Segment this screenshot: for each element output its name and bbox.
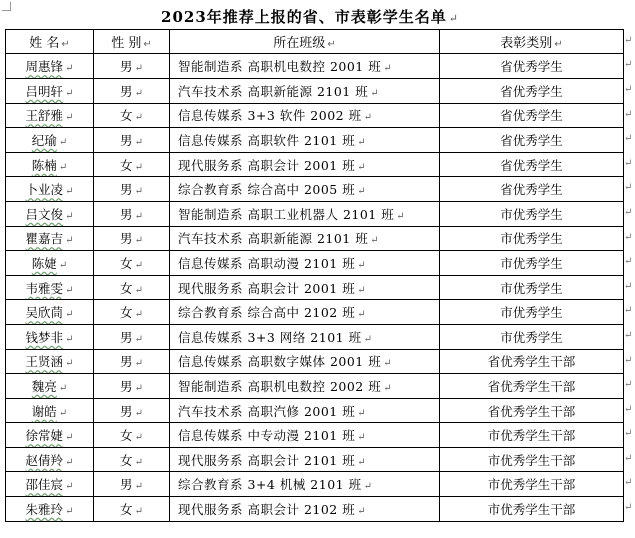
student-name-cell: 陈婕 ↵ [6,251,94,276]
award-category-cell: 省优秀学生 [440,152,624,177]
table-row [6,472,624,497]
award-category-cell: 省优秀学生 [440,128,624,153]
table-row [6,128,624,153]
table-row [6,78,624,103]
student-class-cell: 信息传媒系 中专动漫 2101 班 ↵ [170,423,440,448]
award-category-cell: 市优秀学生 [440,300,624,325]
student-class-cell: 智能制造系 高职工业机器人 2101 班 ↵ [170,201,440,226]
award-category-cell: 市优秀学生干部 [440,447,624,472]
row-end-mark: ↵ [624,330,633,341]
award-category-cell: 省优秀学生 [440,78,624,103]
student-gender-cell: 男 ↵ [94,324,170,349]
row-end-mark: ↵ [624,35,633,46]
award-category-cell: 省优秀学生干部 [440,349,624,374]
row-end-mark: ↵ [624,256,633,267]
table-row [6,374,624,399]
student-name-cell: 瞿嘉吉 ↵ [6,226,94,251]
table-row [6,251,624,276]
table-row [6,103,624,128]
student-class-cell: 汽车技术系 高职汽修 2001 班 ↵ [170,398,440,423]
student-gender-cell: 男 ↵ [94,374,170,399]
student-class-cell: 智能制造系 高职机电数控 2001 班 ↵ [170,54,440,79]
student-class-cell: 智能制造系 高职机电数控 2002 班 ↵ [170,374,440,399]
student-class-cell: 现代服务系 高职会计 2001 班 ↵ [170,152,440,177]
award-category-cell: 市优秀学生 [440,275,624,300]
student-gender-cell: 男 ↵ [94,349,170,374]
student-name-cell: 周惠锋 ↵ [6,54,94,79]
title-text: 2023年推荐上报的省、市表彰学生名单 [161,8,447,26]
student-gender-cell: 女 ↵ [94,497,170,522]
table-row [6,447,624,472]
student-name-cell: 吕明轩 ↵ [6,78,94,103]
table-row [6,349,624,374]
table-row [6,54,624,79]
table-row [6,275,624,300]
row-end-mark: ↵ [624,477,633,488]
award-category-cell: 省优秀学生干部 [440,374,624,399]
header-name: 姓 名 ↵ [6,30,94,54]
row-end-mark: ↵ [624,109,633,120]
award-category-cell: 市优秀学生 [440,201,624,226]
row-end-mark: ↵ [624,232,633,243]
award-category-cell: 市优秀学生干部 [440,423,624,448]
student-name-cell: 邵佳宸 ↵ [6,472,94,497]
row-end-mark: ↵ [624,502,633,513]
student-class-cell: 信息传媒系 高职软件 2101 班 ↵ [170,128,440,153]
student-name-cell: 徐常婕 ↵ [6,423,94,448]
award-category-cell: 市优秀学生 [440,226,624,251]
student-gender-cell: 女 ↵ [94,423,170,448]
table-row [6,152,624,177]
student-class-cell: 信息传媒系 3+3 软件 2002 班 ↵ [170,103,440,128]
student-gender-cell: 男 ↵ [94,54,170,79]
student-gender-cell: 女 ↵ [94,152,170,177]
table-row [6,324,624,349]
table-row [6,398,624,423]
student-gender-cell: 男 ↵ [94,78,170,103]
student-name-cell: 吴欣茼 ↵ [6,300,94,325]
award-category-cell: 市优秀学生干部 [440,472,624,497]
award-category-cell: 市优秀学生 [440,324,624,349]
student-gender-cell: 男 ↵ [94,201,170,226]
student-gender-cell: 男 ↵ [94,398,170,423]
row-end-mark: ↵ [624,355,633,366]
header-gender: 性 别 ↵ [94,30,170,54]
award-category-cell: 省优秀学生 [440,177,624,202]
award-category-cell: 省优秀学生 [440,103,624,128]
student-class-cell: 信息传媒系 高职数字媒体 2001 班 ↵ [170,349,440,374]
row-end-mark: ↵ [624,158,633,169]
paragraph-mark: ↵ [448,12,459,25]
table-row [6,201,624,226]
student-name-cell: 纪瑜 ↵ [6,128,94,153]
row-end-mark: ↵ [624,133,633,144]
student-name-cell: 谢皓 ↵ [6,398,94,423]
student-name-cell: 朱雅玲 ↵ [6,497,94,522]
student-name-cell: 吕文俊 ↵ [6,201,94,226]
student-gender-cell: 男 ↵ [94,472,170,497]
table-row [6,423,624,448]
student-name-cell: 钱梦非 ↵ [6,324,94,349]
row-end-mark: ↵ [624,305,633,316]
student-name-cell: 王贤涵 ↵ [6,349,94,374]
row-end-mark: ↵ [624,379,633,390]
award-category-cell: 省优秀学生干部 [440,398,624,423]
table-header-row [6,30,624,54]
award-category-cell: 省优秀学生 [440,54,624,79]
student-class-cell: 汽车技术系 高职新能源 2101 班 ↵ [170,78,440,103]
table-row [6,300,624,325]
award-category-cell: 市优秀学生 [440,251,624,276]
student-name-cell: 王舒雅 ↵ [6,103,94,128]
student-class-cell: 综合教育系 综合高中 2102 班 ↵ [170,300,440,325]
row-end-mark: ↵ [624,182,633,193]
student-gender-cell: 女 ↵ [94,275,170,300]
student-gender-cell: 男 ↵ [94,128,170,153]
document-title [0,6,620,27]
table-row [6,177,624,202]
student-list-table [5,29,624,522]
student-gender-cell: 女 ↵ [94,103,170,128]
table-row [6,497,624,522]
row-end-mark: ↵ [624,59,633,70]
student-name-cell: 卜业凌 ↵ [6,177,94,202]
student-name-cell: 赵倩羚 ↵ [6,447,94,472]
header-class: 所在班级 ↵ [170,30,440,54]
student-class-cell: 现代服务系 高职会计 2102 班 ↵ [170,497,440,522]
student-class-cell: 现代服务系 高职会计 2001 班 ↵ [170,275,440,300]
row-end-mark: ↵ [624,207,633,218]
row-end-mark: ↵ [624,281,633,292]
student-class-cell: 信息传媒系 3+3 网络 2101 班 ↵ [170,324,440,349]
student-name-cell: 陈楠 ↵ [6,152,94,177]
student-class-cell: 汽车技术系 高职新能源 2101 班 ↵ [170,226,440,251]
student-gender-cell: 女 ↵ [94,300,170,325]
student-class-cell: 综合教育系 3+4 机械 2101 班 ↵ [170,472,440,497]
student-class-cell: 信息传媒系 高职动漫 2101 班 ↵ [170,251,440,276]
student-name-cell: 魏亮 ↵ [6,374,94,399]
table-row [6,226,624,251]
student-class-cell: 现代服务系 高职会计 2101 班 ↵ [170,447,440,472]
student-gender-cell: 女 ↵ [94,251,170,276]
row-end-mark: ↵ [624,404,633,415]
student-name-cell: 韦雅雯 ↵ [6,275,94,300]
student-gender-cell: 男 ↵ [94,226,170,251]
row-end-mark: ↵ [624,453,633,464]
student-gender-cell: 女 ↵ [94,447,170,472]
student-gender-cell: 男 ↵ [94,177,170,202]
row-end-mark: ↵ [624,428,633,439]
award-category-cell: 市优秀学生干部 [440,497,624,522]
header-category: 表彰类别 ↵ [440,30,624,54]
row-end-mark: ↵ [624,84,633,95]
student-class-cell: 综合教育系 综合高中 2005 班 ↵ [170,177,440,202]
